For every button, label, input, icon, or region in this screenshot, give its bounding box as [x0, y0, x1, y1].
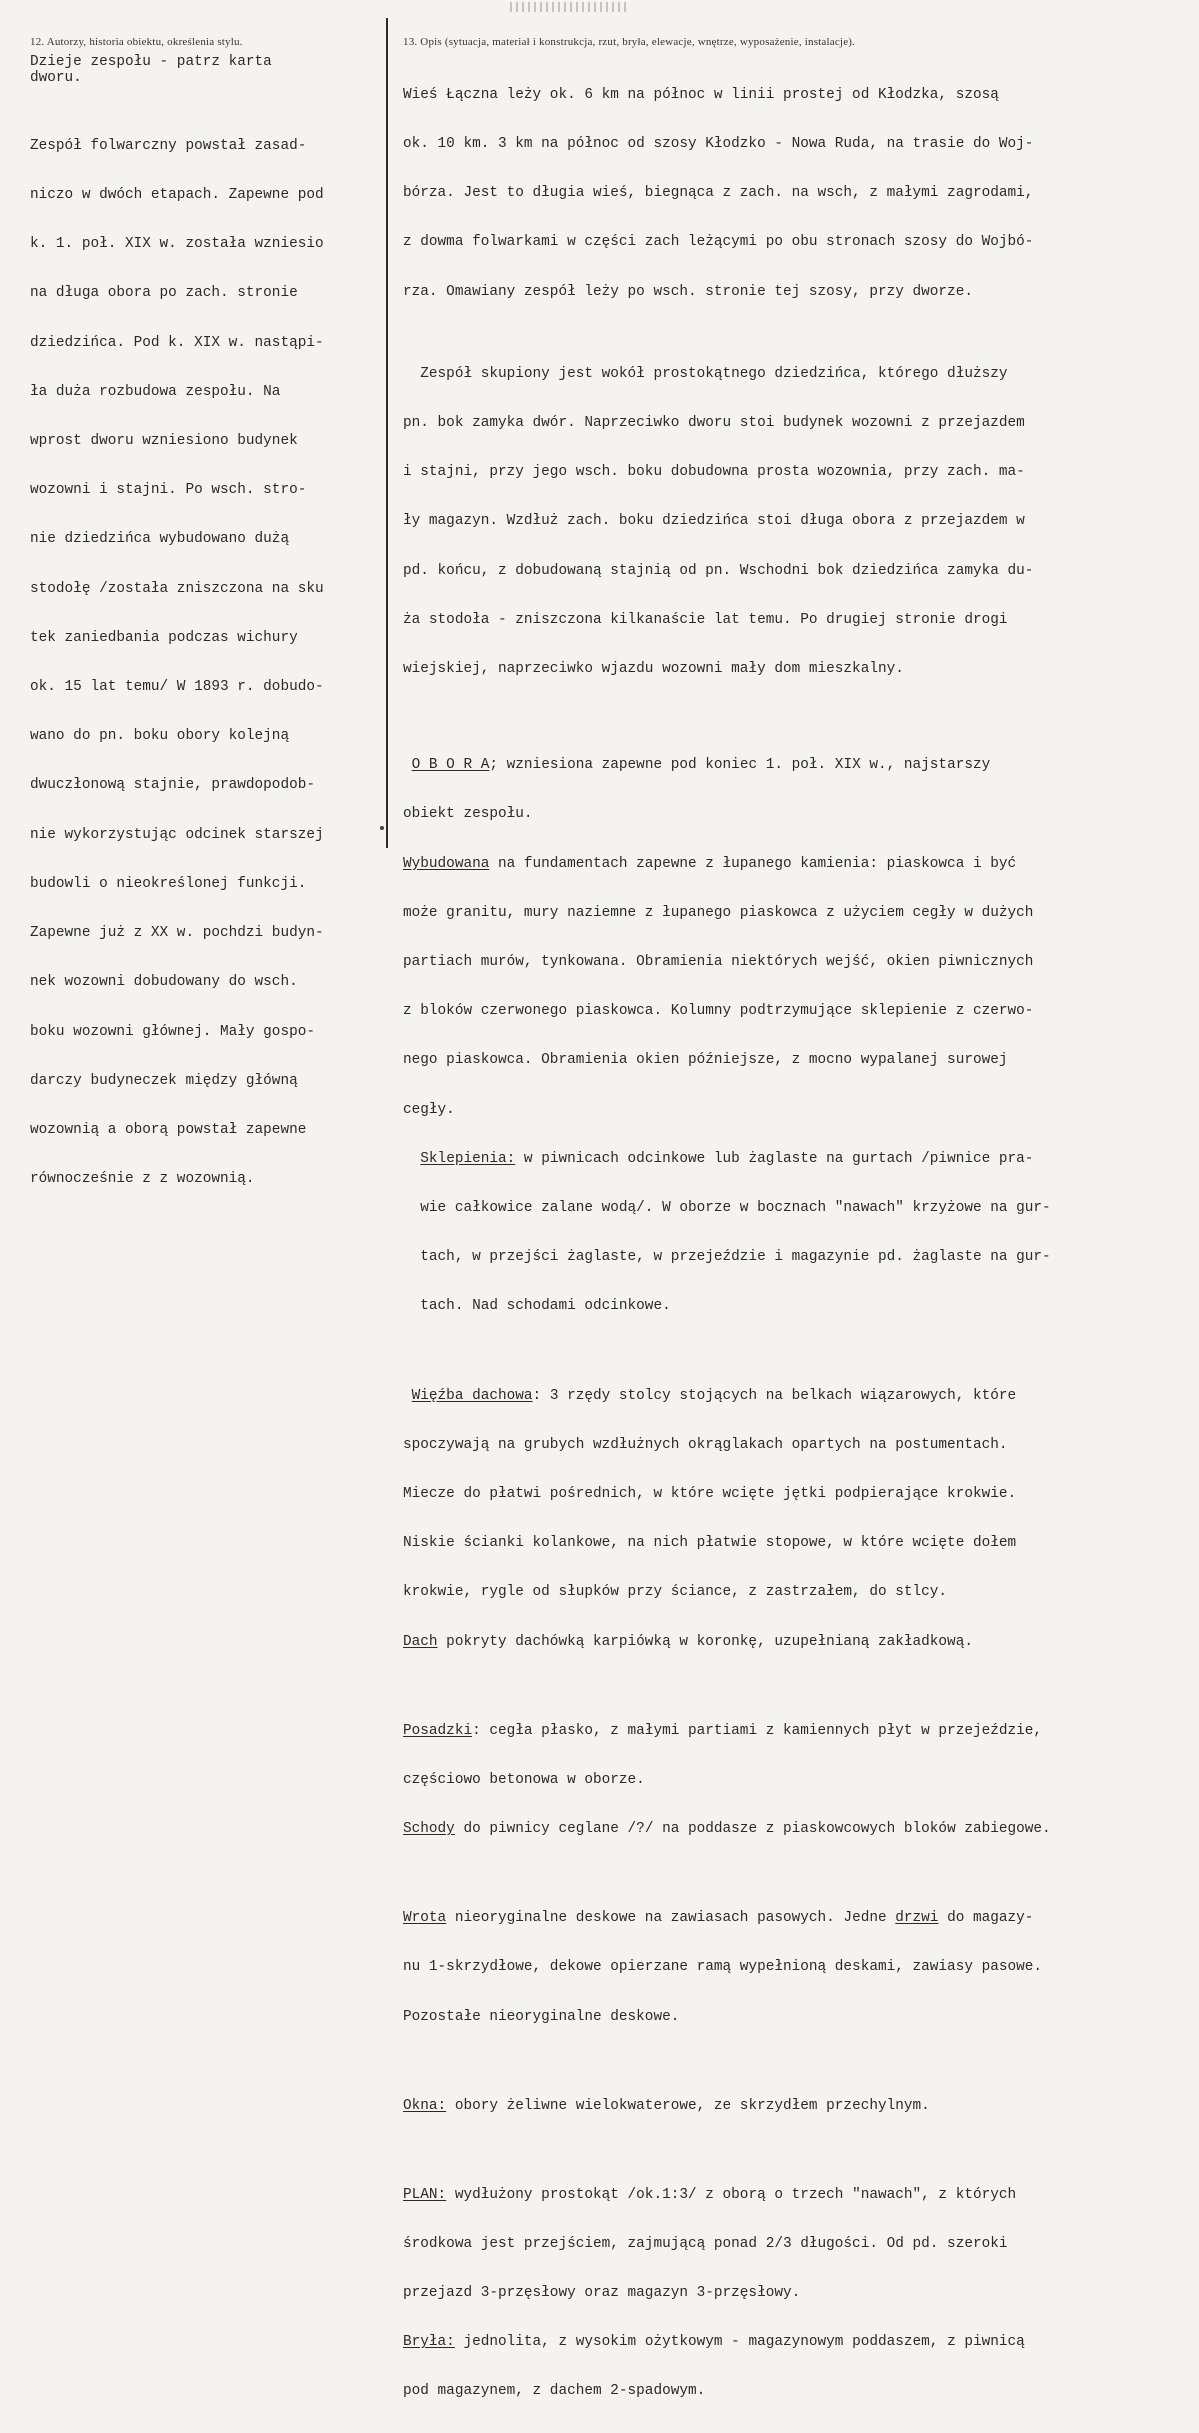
text-line: Dzieje zespołu - patrz karta	[30, 54, 272, 70]
obora-label: O B O R A	[411, 757, 490, 774]
wiezba-label: Więźba dachowa	[411, 1387, 533, 1404]
complex-paragraph	[403, 333, 1188, 710]
text-line: Zespół skupiony jest wokół prostokątnego dziedzińca, którego dłuższy	[403, 365, 1008, 382]
text-line	[403, 856, 1188, 872]
section-13	[403, 36, 1188, 2433]
drzwi-label: drzwi	[895, 1910, 939, 1927]
text-line: z bloków czerwonego piaskowca. Kolumny podtrzymujące sklepienie z czerwo-	[403, 1003, 1034, 1020]
section-13-heading: 13. Opis (sytuacja, materiał i konstrukcja, rzut, bryła, elewacje, wnętrze, wyposażenie, instalacje).	[403, 36, 856, 48]
text-line	[403, 1723, 1188, 1739]
text-line: wprost dworu wzniesiono budynek	[30, 432, 298, 449]
sklepienia-label: Sklepienia:	[420, 1150, 516, 1167]
text-line: Zapewne już z XX w. pochdzi budyn-	[30, 925, 324, 942]
text-line: nego piaskowca. Obramienia okien późniejsze, z mocno wypalanej surowej	[403, 1052, 1008, 1069]
text-line: nek wozowni dobudowany do wsch.	[30, 974, 298, 991]
text-line	[403, 2098, 1188, 2114]
scan-specks	[510, 2, 630, 12]
text-line: ła duża rozbudowa zespołu. Na	[30, 383, 281, 400]
text-span: : 3 rzędy stolcy stojących na belkach wiązarowych, które	[532, 1387, 1017, 1404]
text-span: ; wzniesiona zapewne pod koniec 1. poł. XIX w., najstarszy	[489, 757, 991, 774]
text-line: Wieś Łączna leży ok. 6 km na północ w linii prostej od Kłodzka, szosą	[403, 86, 999, 103]
text-line: cegły.	[403, 1101, 455, 1118]
doors-paragraph	[403, 1877, 1188, 2057]
text-line: nu 1-skrzydłowe, dekowe opierzane ramą wypełnioną deskami, zawiasy pasowe.	[403, 1959, 1043, 1976]
text-span: na fundamentach zapewne z łupanego kamienia: piaskowca i być	[489, 855, 1017, 872]
text-line	[403, 2187, 1188, 2203]
text-span: do piwnicy ceglane /?/ na poddasze z piaskowcowych bloków zabiegowe.	[454, 1821, 1051, 1838]
text-line: spoczywają na grubych wzdłużnych okrąglakach opartych na postumentach.	[403, 1436, 1008, 1453]
text-line: budowli o nieokreślonej funkcji.	[30, 875, 307, 892]
text-span: : cegła płasko, z małymi partiami z kamiennych płyt w przejeździe,	[472, 1722, 1043, 1739]
text-line: nie wykorzystując odcinek starszej	[30, 826, 324, 843]
section-12-heading: 12. Autorzy, historia obiektu, określenia stylu.	[30, 36, 243, 48]
text-line: rza. Omawiany zespół leży po wsch. stronie tej szosy, przy dworze.	[403, 283, 973, 300]
text-line: tek zaniedbania podczas wichury	[30, 629, 298, 646]
schody-label: Schody	[403, 1821, 455, 1838]
okna-label: Okna:	[403, 2097, 447, 2114]
text-line: tach. Nad schodami odcinkowe.	[403, 1298, 671, 1315]
text-line: dwuczłonową stajnie, prawdopodob-	[30, 777, 315, 794]
text-line: k. 1. poł. XIX w. została wzniesio	[30, 236, 324, 253]
windows-paragraph	[403, 2065, 1188, 2147]
plan-label: PLAN:	[403, 2186, 447, 2203]
text-line: niczo w dwóch etapach. Zapewne pod	[30, 186, 324, 203]
section-12	[30, 36, 380, 1220]
text-line: wozowni i stajni. Po wsch. stro-	[30, 482, 307, 499]
text-line: ły magazyn. Wzdłuż zach. boku dziedzińca stoi długa obora z przejazdem w	[403, 513, 1025, 530]
text-line	[403, 1910, 1188, 1926]
text-line: stodołę /została zniszczona na sku	[30, 580, 324, 597]
text-line: darczy budyneczek między główną	[30, 1072, 298, 1089]
text-line: wano do pn. boku obory kolejną	[30, 728, 290, 745]
text-line	[403, 1634, 1188, 1650]
text-line: pn. bok zamyka dwór. Naprzeciwko dworu stoi budynek wozowni z przejazdem	[403, 414, 1025, 431]
plan-paragraph	[403, 2154, 1188, 2433]
text-line: Miecze do płatwi pośrednich, w które wcięte jętki podpierające krokwie.	[403, 1485, 1017, 1502]
posadzki-label: Posadzki	[403, 1722, 473, 1739]
dach-label: Dach	[403, 1633, 438, 1650]
text-line: ok. 15 lat temu/ W 1893 r. dobudo-	[30, 679, 324, 696]
text-line: może granitu, mury naziemne z łupanego piaskowca z użyciem cegły w dużych	[403, 904, 1034, 921]
text-line: obiekt zespołu.	[403, 806, 533, 823]
text-line: partiach murów, tynkowana. Obramienia niektórych wejść, okien piwnicznych	[403, 953, 1034, 970]
text-line: z dowma folwarkami w części zach leżącymi po obu stronach szosy do Wojbó-	[403, 234, 1034, 251]
text-line	[403, 1821, 1188, 1837]
text-line: ok. 10 km. 3 km na północ od szosy Kłodzko - Nowa Ruda, na trasie do Woj-	[403, 136, 1034, 153]
roof-paragraph	[403, 1355, 1188, 1683]
text-line: wiejskiej, naprzeciwko wjazdu wozowni mały dom mieszkalny.	[403, 661, 904, 678]
text-line: pd. końcu, z dobudowaną stajnią od pn. Wschodni bok dziedzińca zamyka du-	[403, 562, 1034, 579]
wybudowana-label: Wybudowana	[403, 855, 490, 872]
scan-dot	[380, 826, 384, 830]
text-line: pod magazynem, z dachem 2-spadowym.	[403, 2383, 706, 2400]
text-span: jednolita, z wysokim ożytkowym - magazynowym poddaszem, z piwnicą	[454, 2334, 1025, 2351]
text-line: dziedzińca. Pod k. XIX w. nastąpi-	[30, 334, 324, 351]
text-line	[403, 1151, 1188, 1167]
text-line: wie całkowice zalane wodą/. W oborze w bocznach "nawach" krzyżowe na gur-	[403, 1200, 1051, 1217]
bryla-label: Bryła:	[403, 2334, 455, 2351]
text-line: krokwie, rygle od słupków przy ściance, z zastrzałem, do stlcy.	[403, 1584, 948, 1601]
obora-paragraph	[403, 724, 1188, 1347]
text-line: częściowo betonowa w oborze.	[403, 1771, 645, 1788]
text-line	[403, 1388, 1188, 1404]
text-line: na długa obora po zach. stronie	[30, 285, 298, 302]
text-line: Zespół folwarczny powstał zasad-	[30, 137, 307, 154]
history-intro	[30, 54, 380, 87]
text-span: wydłużony prostokąt /ok.1:3/ z oborą o trzech "nawach", z których	[446, 2186, 1017, 2203]
text-line: boku wozowni głównej. Mały gospo-	[30, 1023, 315, 1040]
wrota-label: Wrota	[403, 1910, 447, 1927]
text-line: środkowa jest przejściem, zajmującą ponad 2/3 długości. Od pd. szeroki	[403, 2235, 1008, 2252]
history-body	[30, 105, 380, 1221]
text-span: obory żeliwne wielokwaterowe, ze skrzydłem przechylnym.	[446, 2097, 930, 2114]
text-line: tach, w przejści żaglaste, w przejeździe i magazynie pd. żaglaste na gur-	[403, 1249, 1051, 1266]
floors-paragraph	[403, 1690, 1188, 1870]
text-span: w piwnicach odcinkowe lub żaglaste na gurtach /piwnice pra-	[515, 1150, 1034, 1167]
text-span: pokryty dachówką karpiówką w koronkę, uzupełnianą zakładkową.	[437, 1633, 973, 1650]
text-line: bórza. Jest to długia wieś, biegnąca z zach. na wsch, z małymi zagrodami,	[403, 185, 1034, 202]
text-span: nieoryginalne deskowe na zawiasach pasowych. Jedne	[446, 1910, 896, 1927]
column-divider	[386, 18, 388, 848]
text-span: do magazy-	[938, 1910, 1034, 1927]
text-line: Pozostałe nieoryginalne deskowe.	[403, 2008, 680, 2025]
text-line: nie dziedzińca wybudowano dużą	[30, 531, 290, 548]
text-line: wozownią a oborą powstał zapewne	[30, 1122, 307, 1138]
text-line	[403, 2334, 1188, 2350]
text-line: Niskie ścianki kolankowe, na nich płatwie stopowe, w które wcięte dołem	[403, 1535, 1017, 1552]
text-line: przejazd 3-przęsłowy oraz magazyn 3-przęsłowy.	[403, 2285, 801, 2302]
text-line: dworu.	[30, 70, 82, 87]
text-line: ża stodoła - zniszczona kilkanaście lat temu. Po drugiej stronie drogi	[403, 611, 1008, 628]
text-line: równocześnie z z wozownią.	[30, 1171, 255, 1188]
location-paragraph	[403, 54, 1188, 333]
text-line	[403, 757, 1188, 773]
text-line: i stajni, przy jego wsch. boku dobudowna prosta wozownia, przy zach. ma-	[403, 464, 1025, 481]
